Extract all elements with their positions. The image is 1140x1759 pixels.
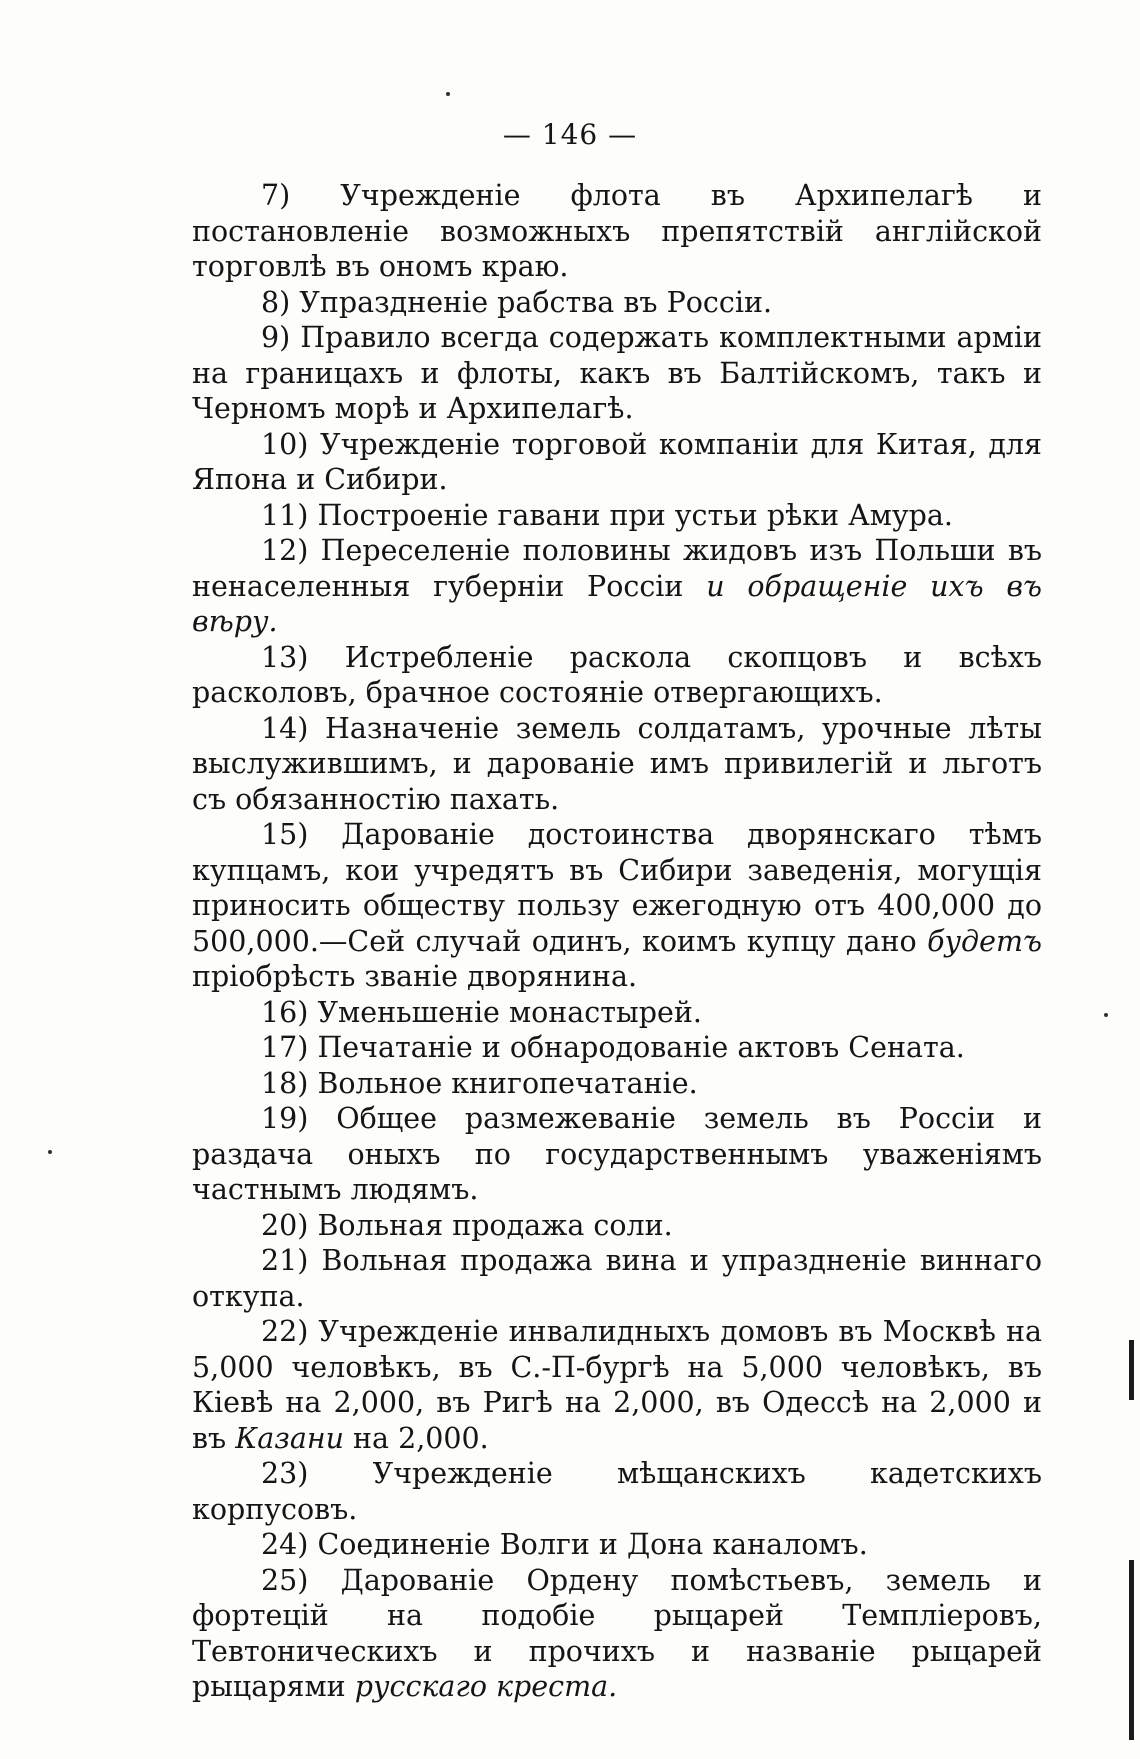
body-text [192,178,1042,1705]
scan-speck [446,92,450,96]
italic-phrase: и обращеніе ихъ въ вѣру. [192,569,1042,638]
list-item: 17) Печатаніе и обнародованіе актовъ Сената. [261,1031,965,1064]
list-item: 16) Уменьшеніе монастырей. [261,995,702,1029]
list-item: 12) Переселеніе половины жидовъ изъ Польши въ ненаселенныя губерніи Россіи и обращеніе ихъ въ вѣру. [192,534,1042,638]
list-item: 20) Вольная продажа соли. [261,1208,673,1242]
scan-edge-mark [1129,1560,1134,1740]
list-item: 15) Дарованіе достоинства дворянскаго тѣмъ купцамъ, кои учредятъ въ Сибири заведенія, могущія приносить обществу пользу ежегодную отъ 400,000 до 500,000.—Сей случай одинъ, коимъ купцу дано будетъ пріобрѣсть званіе дворянина. [192,818,1042,993]
scan-speck [1104,1013,1108,1017]
italic-word: Казани [235,1421,344,1455]
list-item: 19) Общее размежеваніе земель въ Россіи и раздача оныхъ по государственнымъ уваженіямъ частнымъ людямъ. [192,1102,1042,1206]
list-item: 7) Учрежденіе флота въ Архипелагѣ и постановленіе возможныхъ препятствій англійской торговлѣ въ ономъ краю. [192,179,1042,283]
list-item: 13) Истребленіе раскола скопцовъ и всѣхъ расколовъ, брачное состояніе отвергающихъ. [192,640,1042,709]
scan-edge-mark [1129,1340,1134,1400]
list-item: 22) Учрежденіе инвалидныхъ домовъ въ Москвѣ на 5,000 человѣкъ, въ С.-П-бургѣ на 5,000 человѣкъ, въ Кіевѣ на 2,000, въ Ригѣ на 2,000, въ Одессѣ на 2,000 и въ Казани на 2,000. [192,1315,1042,1455]
list-item: 11) Построеніе гавани при устьи рѣки Амура. [261,498,953,532]
list-item: 8) Упраздненіе рабства въ Россіи. [261,285,773,319]
list-item: 25) Дарованіе Ордену помѣстьевъ, земель и фортецій на подобіе рыцарей Темпліеровъ, Тевтоническихъ и прочихъ и названіе рыцарей рыцарями русскаго креста. [192,1563,1042,1703]
italic-word: будетъ [927,924,1042,958]
list-item: 14) Назначеніе земель солдатамъ, урочные лѣты выслужившимъ, и дарованіе имъ привилегій и льготъ съ обязанностію пахать. [192,711,1042,816]
list-item: 18) Вольное книгопечатаніе. [261,1066,698,1100]
scan-speck [48,1150,52,1154]
page-number: — 146 — [502,118,638,151]
list-item: 10) Учрежденіе торговой компаніи для Китая, для Япона и Сибири. [192,427,1042,496]
list-item: 21) Вольная продажа вина и упраздненіе виннаго откупа. [192,1244,1042,1313]
list-item: 23) Учрежденіе мѣщанскихъ кадетскихъ корпусовъ. [192,1457,1042,1526]
italic-phrase: русскаго креста. [354,1670,618,1703]
list-item: 24) Соединеніе Волги и Дона каналомъ. [261,1528,868,1561]
list-item: 9) Правило всегда содержать комплектными арміи на границахъ и флоты, какъ въ Балтійскомъ, такъ и Черномъ морѣ и Архипелагѣ. [192,321,1042,425]
